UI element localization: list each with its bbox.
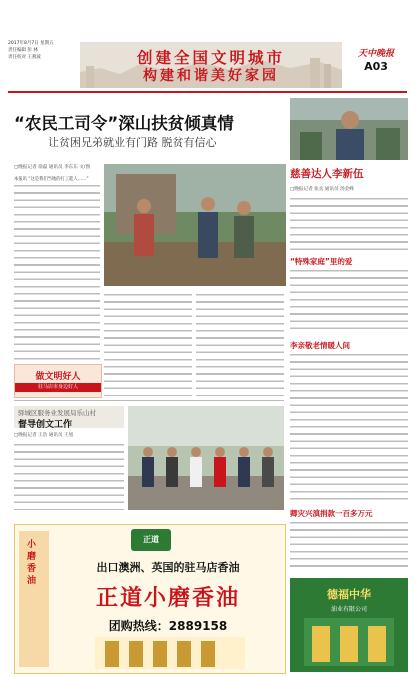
ad-hotline: 团购热线：2889158	[108, 619, 228, 633]
lead-photo	[104, 164, 286, 286]
lead-byline: □晚报记者 徐磊 通讯员 李东东 文/图	[14, 165, 91, 170]
badge-title: 做文明好人	[35, 372, 81, 382]
banner-slogan-2: 构建和谐美好家园	[143, 68, 279, 84]
page-number: A03	[364, 60, 388, 73]
masthead-banner	[80, 42, 342, 88]
ad-product-name: 正道小磨香油	[95, 586, 240, 611]
right-headline: 慈善达人李新伍	[290, 168, 364, 180]
banner-slogan-1: 创建全国文明城市	[136, 49, 285, 67]
ad-vertical-label: 小磨香油	[27, 540, 37, 586]
right-section-3: 卿灾兴滇捐款一百多万元	[290, 509, 373, 518]
ad-tagline: 出口澳洲、英国的驻马店香油	[96, 561, 240, 574]
page-editor: 责任编辑 彭 林	[8, 48, 38, 53]
lead-column-3	[196, 292, 284, 396]
right-byline: □晚报记者 张丞 通讯员 汤金峰	[290, 187, 354, 192]
bottom-photo	[128, 406, 284, 510]
lead-column-1	[14, 176, 100, 362]
right-text-block-1	[290, 196, 408, 252]
sesame-oil-ad	[14, 524, 286, 674]
masthead-meta	[8, 40, 78, 61]
lead-column-2	[104, 292, 192, 396]
ad-left-panel	[19, 531, 49, 667]
corner-ad	[290, 578, 408, 672]
corner-ad-sub: 油业有限公司	[330, 606, 367, 613]
right-text-block-3	[290, 352, 408, 502]
right-section-1: “特殊家庭”里的爱	[290, 257, 353, 266]
page-designer: 责任校对 王燕波	[8, 55, 41, 60]
paper-logo: 天中晚报	[357, 49, 394, 59]
badge-subtitle: 驻马店市身边好人	[15, 383, 101, 392]
ad-product-bottles	[95, 637, 245, 669]
bottom-headline-1: 驿城区服务业发展局乐山村	[18, 409, 96, 417]
bottom-headline-2: 督导创文工作	[18, 420, 73, 430]
lead-headline: “农民工司令”深山扶贫倾真情	[14, 114, 234, 133]
header-rule	[8, 91, 407, 93]
ad-brand-name: 正道	[143, 535, 159, 544]
issue-date: 2017年8月7日 星期五	[8, 41, 54, 46]
section-divider	[14, 400, 284, 401]
right-section-2: 李亲敬老情暖人间	[290, 341, 350, 350]
lead-intro-text: 本报讯 “这是我们当地的打工能人……”	[14, 177, 89, 182]
right-text-block-2	[290, 268, 408, 334]
bottom-byline: □晚报记者 王浩 通讯员 王旭	[14, 433, 74, 438]
bottom-text	[14, 442, 124, 510]
good-person-badge	[14, 364, 102, 398]
right-portrait-photo	[290, 98, 408, 160]
corner-ad-graphic	[304, 618, 394, 666]
lead-subheadline: 让贫困兄弟就业有门路 脱贫有信心	[48, 136, 217, 149]
right-text-block-4	[290, 520, 408, 572]
bottom-headline-box	[14, 406, 124, 428]
corner-ad-title: 德福中华	[327, 588, 371, 601]
